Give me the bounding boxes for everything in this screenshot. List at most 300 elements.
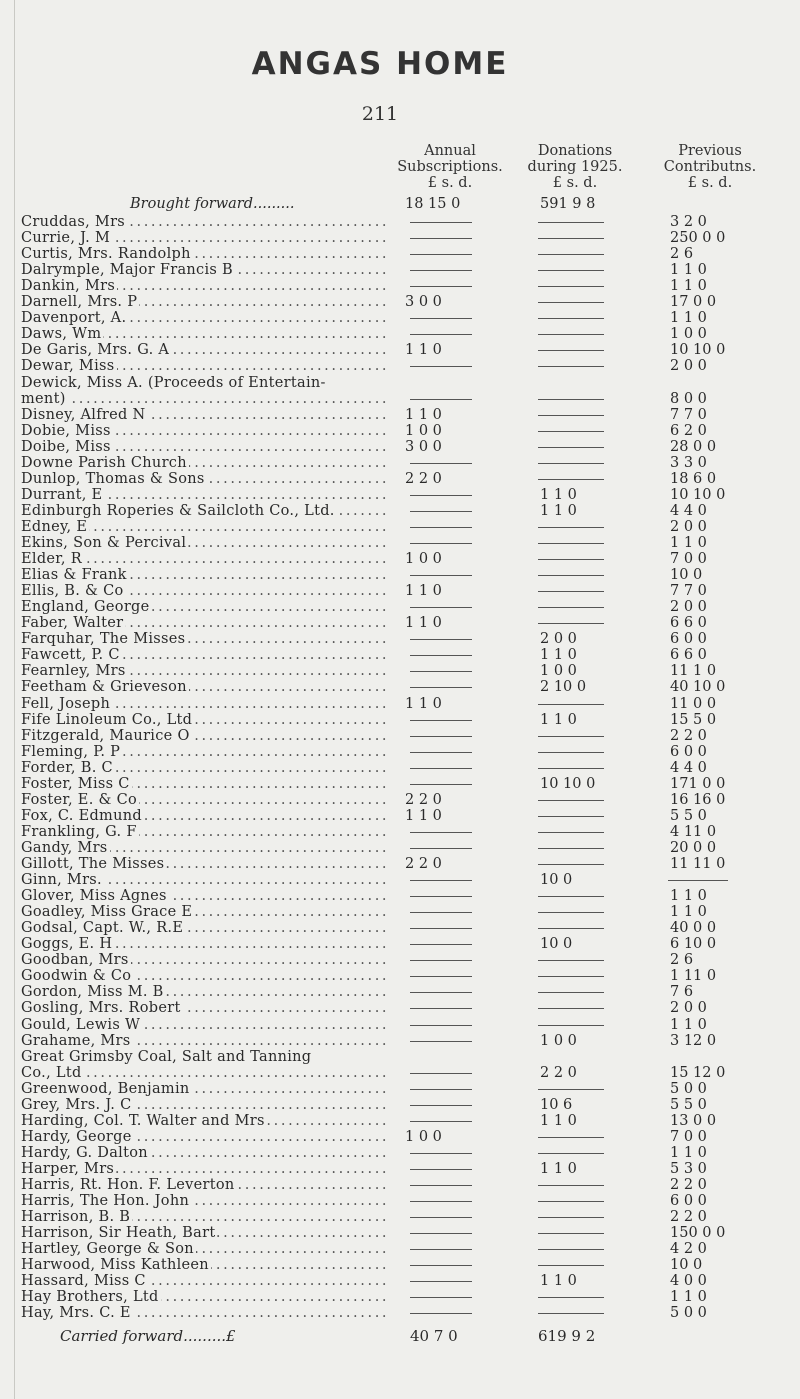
annual-amount: 1 0 0 bbox=[405, 1128, 442, 1145]
annual-blank-dash bbox=[410, 1297, 472, 1298]
contributor-name: Feetham & Grieveson . . . bbox=[21, 679, 387, 696]
table-row bbox=[0, 952, 800, 969]
donation-blank-dash bbox=[538, 350, 604, 351]
donation-blank-dash bbox=[538, 816, 604, 817]
previous-amount: 7 0 0 bbox=[670, 1128, 707, 1145]
donation-amount: 1 1 0 bbox=[540, 502, 577, 519]
contributor-name: Elias & Frank . . . bbox=[21, 567, 387, 584]
contributor-name: Hassard, Miss C . . . bbox=[21, 1273, 387, 1290]
annual-blank-dash bbox=[410, 639, 472, 640]
contributor-name: Harper, Mrs . . . bbox=[21, 1161, 387, 1178]
previous-amount: 11 0 0 bbox=[670, 695, 717, 712]
previous-amount: 1 1 0 bbox=[670, 1289, 707, 1306]
previous-blank-dash bbox=[668, 880, 728, 881]
donation-blank-dash bbox=[538, 575, 604, 576]
annual-amount: 1 1 0 bbox=[405, 807, 442, 824]
annual-blank-dash bbox=[410, 463, 472, 464]
contributor-name: Hardy, George . . . bbox=[21, 1129, 387, 1146]
annual-blank-dash bbox=[410, 1265, 472, 1266]
table-row bbox=[0, 407, 800, 424]
annual-amount: 2 2 0 bbox=[405, 470, 442, 487]
annual-blank-dash bbox=[410, 976, 472, 977]
annual-amount: 1 0 0 bbox=[405, 422, 442, 439]
contributor-name: Harris, The Hon. John . . . bbox=[21, 1193, 387, 1210]
previous-amount: 2 6 bbox=[670, 246, 694, 263]
previous-amount: 6 0 0 bbox=[670, 1193, 707, 1210]
contributor-name: Goodwin & Co . . . bbox=[21, 968, 387, 985]
donation-blank-dash bbox=[538, 334, 604, 335]
donation-amount: 1 1 0 bbox=[540, 1160, 577, 1177]
contributor-name: Hartley, George & Son . . . bbox=[21, 1241, 387, 1258]
contributor-name: Grahame, Mrs . . . bbox=[21, 1033, 387, 1050]
table-row bbox=[0, 679, 800, 696]
previous-amount: 5 5 0 bbox=[670, 1096, 707, 1113]
annual-blank-dash bbox=[410, 1073, 472, 1074]
table-row bbox=[0, 776, 800, 793]
contributor-name: Curtis, Mrs. Randolph . . . bbox=[21, 246, 387, 263]
contributor-name: Harris, Rt. Hon. F. Leverton . . . bbox=[21, 1177, 387, 1194]
donation-amount: 1 0 0 bbox=[540, 1032, 577, 1049]
annual-blank-dash bbox=[410, 655, 472, 656]
donation-blank-dash bbox=[538, 1233, 604, 1234]
table-row bbox=[0, 647, 800, 664]
annual-amount: 1 1 0 bbox=[405, 406, 442, 423]
table-row bbox=[0, 1017, 800, 1034]
contributor-name: Edney, E . . . bbox=[21, 519, 387, 536]
donation-blank-dash bbox=[538, 399, 604, 400]
table-row bbox=[0, 1145, 800, 1162]
table-row bbox=[0, 1081, 800, 1098]
donation-amount: 2 10 0 bbox=[540, 679, 587, 696]
donation-blank-dash bbox=[538, 431, 604, 432]
annual-blank-dash bbox=[410, 1105, 472, 1106]
contributor-name: Edinburgh Roperies & Sailcloth Co., Ltd. . . . bbox=[21, 503, 387, 520]
annual-blank-dash bbox=[410, 495, 472, 496]
table-row bbox=[0, 1241, 800, 1258]
previous-amount: 1 11 0 bbox=[670, 968, 717, 985]
donation-blank-dash bbox=[538, 302, 604, 303]
annual-blank-dash bbox=[410, 880, 472, 881]
donation-blank-dash bbox=[538, 928, 604, 929]
annual-blank-dash bbox=[410, 928, 472, 929]
donation-blank-dash bbox=[538, 222, 604, 223]
previous-amount: 28 0 0 bbox=[670, 438, 717, 455]
annual-amount: 1 1 0 bbox=[405, 342, 442, 359]
donation-blank-dash bbox=[538, 848, 604, 849]
contributor-name: Goodban, Mrs . . . bbox=[21, 952, 387, 969]
donation-blank-dash bbox=[538, 366, 604, 367]
contributor-name: England, George . . . bbox=[21, 599, 387, 616]
contributor-name: Foster, E. & Co . . . bbox=[21, 792, 387, 809]
donation-amount: 1 0 0 bbox=[540, 663, 577, 680]
donation-amount: 1 1 0 bbox=[540, 1112, 577, 1129]
previous-amount: 1 1 0 bbox=[670, 1016, 707, 1033]
contributor-name: Hardy, G. Dalton . . . bbox=[21, 1145, 387, 1162]
table-row bbox=[0, 391, 800, 408]
table-row bbox=[0, 326, 800, 343]
annual-blank-dash bbox=[410, 912, 472, 913]
table-row bbox=[0, 503, 800, 520]
previous-amount: 1 1 0 bbox=[670, 262, 707, 279]
previous-amount: 1 1 0 bbox=[670, 310, 707, 327]
table-row bbox=[0, 214, 800, 231]
table-row bbox=[0, 936, 800, 953]
table-row bbox=[0, 760, 800, 777]
annual-blank-dash bbox=[410, 527, 472, 528]
donation-blank-dash bbox=[538, 1313, 604, 1314]
annual-blank-dash bbox=[410, 1249, 472, 1250]
previous-amount: 6 0 0 bbox=[670, 631, 707, 648]
table-row bbox=[0, 1257, 800, 1274]
contributor-name: Dewar, Miss . . . bbox=[21, 358, 387, 375]
previous-amount: 2 0 0 bbox=[670, 599, 707, 616]
previous-amount: 3 12 0 bbox=[670, 1032, 717, 1049]
contributor-name: Goadley, Miss Grace E . . . bbox=[21, 904, 387, 921]
donation-blank-dash bbox=[538, 960, 604, 961]
contributor-name: ment) . . . bbox=[21, 391, 387, 408]
donation-blank-dash bbox=[538, 896, 604, 897]
table-row bbox=[0, 567, 800, 584]
donation-blank-dash bbox=[538, 238, 604, 239]
previous-amount: 4 0 0 bbox=[670, 1273, 707, 1290]
annual-blank-dash bbox=[410, 1313, 472, 1314]
donation-blank-dash bbox=[538, 976, 604, 977]
donation-blank-dash bbox=[538, 479, 604, 480]
previous-amount: 6 10 0 bbox=[670, 936, 717, 953]
donation-amount: 10 0 bbox=[540, 872, 573, 889]
table-row bbox=[0, 1193, 800, 1210]
donation-amount: 1 1 0 bbox=[540, 711, 577, 728]
donation-amount: 1 1 0 bbox=[540, 486, 577, 503]
previous-amount: 15 12 0 bbox=[670, 1064, 726, 1081]
previous-amount: 10 0 bbox=[670, 1257, 703, 1274]
previous-amount: 4 4 0 bbox=[670, 502, 707, 519]
table-row bbox=[0, 1129, 800, 1146]
previous-amount: 5 3 0 bbox=[670, 1160, 707, 1177]
contributor-name: Harwood, Miss Kathleen . . . bbox=[21, 1257, 387, 1274]
table-row bbox=[0, 1289, 800, 1306]
contributor-name: Dalrymple, Major Francis B . . . bbox=[21, 262, 387, 279]
donation-amount: 2 2 0 bbox=[540, 1064, 577, 1081]
contributor-name: Fife Linoleum Co., Ltd . . . bbox=[21, 712, 387, 729]
previous-amount: 2 2 0 bbox=[670, 1209, 707, 1226]
table-row bbox=[0, 615, 800, 632]
previous-amount: 171 0 0 bbox=[670, 775, 726, 792]
previous-amount: 5 0 0 bbox=[670, 1080, 707, 1097]
donation-blank-dash bbox=[538, 591, 604, 592]
carried-forward-annual: 40 7 0 bbox=[410, 1327, 458, 1345]
annual-blank-dash bbox=[410, 752, 472, 753]
carried-forward-label: Carried forward.........£ bbox=[60, 1327, 236, 1345]
annual-blank-dash bbox=[410, 1025, 472, 1026]
annual-amount: 1 1 0 bbox=[405, 583, 442, 600]
contributor-name: Downe Parish Church . . . bbox=[21, 455, 387, 472]
contributor-name: Greenwood, Benjamin . . . bbox=[21, 1081, 387, 1098]
contributor-name: Hay Brothers, Ltd . . . bbox=[21, 1289, 387, 1306]
contributor-name: Gould, Lewis W . . . bbox=[21, 1017, 387, 1034]
contributor-name: Dankin, Mrs . . . bbox=[21, 278, 387, 295]
previous-amount: 1 1 0 bbox=[670, 1144, 707, 1161]
donation-blank-dash bbox=[538, 912, 604, 913]
brought-forward-donation: 591 9 8 bbox=[540, 196, 596, 212]
previous-amount: 1 1 0 bbox=[670, 535, 707, 551]
donation-blank-dash bbox=[538, 1008, 604, 1009]
donation-amount: 2 0 0 bbox=[540, 631, 577, 648]
table-row bbox=[0, 423, 800, 440]
donation-blank-dash bbox=[538, 447, 604, 448]
table-row bbox=[0, 888, 800, 905]
table-row bbox=[0, 310, 800, 327]
annual-blank-dash bbox=[410, 1089, 472, 1090]
contributor-name: Cruddas, Mrs . . . bbox=[21, 214, 387, 231]
donation-blank-dash bbox=[538, 270, 604, 271]
table-row bbox=[0, 246, 800, 263]
column-header-donations: Donations during 1925. £ s. d. bbox=[527, 143, 623, 191]
annual-blank-dash bbox=[410, 511, 472, 512]
brought-forward-row bbox=[0, 196, 800, 213]
annual-blank-dash bbox=[410, 1121, 472, 1122]
donation-amount: 10 0 bbox=[540, 936, 573, 953]
annual-blank-dash bbox=[410, 399, 472, 400]
table-row bbox=[0, 1000, 800, 1017]
table-row bbox=[0, 455, 800, 472]
donation-blank-dash bbox=[538, 543, 604, 544]
previous-amount: 2 6 bbox=[670, 952, 694, 969]
contributor-name: Harding, Col. T. Walter and Mrs . . . bbox=[21, 1113, 387, 1130]
previous-amount: 6 6 0 bbox=[670, 647, 707, 664]
table-row bbox=[0, 792, 800, 809]
previous-amount: 13 0 0 bbox=[670, 1112, 717, 1129]
table-row bbox=[0, 1113, 800, 1130]
previous-amount: 15 5 0 bbox=[670, 711, 717, 728]
annual-blank-dash bbox=[410, 960, 472, 961]
table-row bbox=[0, 840, 800, 857]
donation-blank-dash bbox=[538, 559, 604, 560]
column-header-previous: Previous Contributns. £ s. d. bbox=[663, 143, 757, 191]
contributor-name: Harrison, Sir Heath, Bart . . . bbox=[21, 1225, 387, 1242]
contributor-name: Goggs, E. H . . . bbox=[21, 936, 387, 953]
contributor-name: Gillott, The Misses . . . bbox=[21, 856, 387, 873]
annual-blank-dash bbox=[410, 270, 472, 271]
previous-amount: 10 10 0 bbox=[670, 342, 726, 359]
table-row bbox=[0, 824, 800, 841]
contributor-name: Fearnley, Mrs . . . bbox=[21, 663, 387, 680]
table-row bbox=[0, 696, 800, 713]
donation-blank-dash bbox=[538, 736, 604, 737]
annual-blank-dash bbox=[410, 222, 472, 223]
contributor-name: Godsal, Capt. W., R.E . . . bbox=[21, 920, 387, 937]
table-row bbox=[0, 519, 800, 536]
donation-blank-dash bbox=[538, 1265, 604, 1266]
contributor-name: Ekins, Son & Percival . . . bbox=[21, 535, 387, 552]
contributor-name: Doibe, Miss . . . bbox=[21, 439, 387, 456]
annual-blank-dash bbox=[410, 366, 472, 367]
previous-amount: 11 1 0 bbox=[670, 663, 717, 680]
contributor-name: Farquhar, The Misses . . . bbox=[21, 631, 387, 648]
donation-amount: 10 6 bbox=[540, 1096, 573, 1113]
previous-amount: 20 0 0 bbox=[670, 839, 717, 856]
donation-blank-dash bbox=[538, 415, 604, 416]
table-row bbox=[0, 1225, 800, 1242]
donation-blank-dash bbox=[538, 623, 604, 624]
contributor-name: Daws, Wm . . . bbox=[21, 326, 387, 343]
contributor-name: Darnell, Mrs. P . . . bbox=[21, 294, 387, 311]
table-row bbox=[0, 920, 800, 937]
contributor-name: Hay, Mrs. C. E . . . bbox=[21, 1305, 387, 1322]
contributor-name: Dewick, Miss A. (Proceeds of Entertain- bbox=[21, 374, 326, 391]
annual-amount: 2 2 0 bbox=[405, 856, 442, 872]
donation-blank-dash bbox=[538, 800, 604, 801]
donation-blank-dash bbox=[538, 286, 604, 287]
donation-blank-dash bbox=[538, 1201, 604, 1202]
table-row bbox=[0, 631, 800, 648]
table-row bbox=[0, 663, 800, 680]
table-row bbox=[0, 904, 800, 921]
previous-amount: 7 7 0 bbox=[670, 583, 707, 600]
previous-amount: 2 2 0 bbox=[670, 727, 707, 744]
previous-amount: 8 0 0 bbox=[670, 390, 707, 407]
previous-amount: 1 1 0 bbox=[670, 278, 707, 295]
contributor-name: Harrison, B. B . . . bbox=[21, 1209, 387, 1226]
contributor-name: Fleming, P. P . . . bbox=[21, 744, 387, 761]
donation-amount: 1 1 0 bbox=[540, 1273, 577, 1290]
contributor-name: Fox, C. Edmund . . . bbox=[21, 808, 387, 825]
previous-amount: 7 7 0 bbox=[670, 406, 707, 423]
contributor-name: Co., Ltd . . . bbox=[21, 1065, 387, 1082]
contributor-name: De Garis, Mrs. G. A . . . bbox=[21, 342, 387, 359]
table-row bbox=[0, 342, 800, 359]
previous-amount: 2 2 0 bbox=[670, 1177, 707, 1193]
contributor-name: Davenport, A. . . . bbox=[21, 310, 387, 327]
annual-blank-dash bbox=[410, 1233, 472, 1234]
annual-blank-dash bbox=[410, 687, 472, 688]
contributor-name: Currie, J. M . . . bbox=[21, 230, 387, 247]
annual-amount: 1 1 0 bbox=[405, 615, 442, 632]
contributor-name: Dunlop, Thomas & Sons . . . bbox=[21, 471, 387, 488]
contributor-name: Gosling, Mrs. Robert . . . bbox=[21, 1000, 387, 1017]
table-row bbox=[0, 1209, 800, 1226]
previous-amount: 11 11 0 bbox=[670, 856, 726, 872]
annual-blank-dash bbox=[410, 334, 472, 335]
donation-blank-dash bbox=[538, 318, 604, 319]
annual-blank-dash bbox=[410, 1153, 472, 1154]
contributor-name: Fitzgerald, Maurice O . . . bbox=[21, 728, 387, 745]
previous-amount: 2 0 0 bbox=[670, 1000, 707, 1017]
donation-blank-dash bbox=[538, 752, 604, 753]
annual-blank-dash bbox=[410, 286, 472, 287]
contributor-name: Gandy, Mrs . . . bbox=[21, 840, 387, 857]
table-row bbox=[0, 375, 800, 392]
donation-blank-dash bbox=[538, 1153, 604, 1154]
annual-blank-dash bbox=[410, 832, 472, 833]
page-number: 211 bbox=[361, 103, 399, 125]
annual-blank-dash bbox=[410, 1281, 472, 1282]
table-row bbox=[0, 728, 800, 745]
contributor-name: Ginn, Mrs. . . . bbox=[21, 872, 387, 889]
previous-amount: 250 0 0 bbox=[670, 230, 726, 247]
previous-amount: 4 2 0 bbox=[670, 1241, 707, 1258]
previous-amount: 5 5 0 bbox=[670, 807, 707, 824]
annual-amount: 3 0 0 bbox=[405, 294, 442, 311]
donation-blank-dash bbox=[538, 1137, 604, 1138]
contributor-name: Faber, Walter . . . bbox=[21, 615, 387, 632]
annual-blank-dash bbox=[410, 992, 472, 993]
contributor-name: Glover, Miss Agnes . . . bbox=[21, 888, 387, 905]
previous-amount: 2 0 0 bbox=[670, 518, 707, 535]
donation-amount: 1 1 0 bbox=[540, 647, 577, 664]
previous-amount: 4 4 0 bbox=[670, 759, 707, 776]
table-row bbox=[0, 968, 800, 985]
previous-amount: 17 0 0 bbox=[670, 294, 717, 311]
contributor-name: Disney, Alfred N . . . bbox=[21, 407, 387, 424]
annual-blank-dash bbox=[410, 944, 472, 945]
donation-blank-dash bbox=[538, 1217, 604, 1218]
annual-amount: 3 0 0 bbox=[405, 438, 442, 455]
table-row bbox=[0, 278, 800, 295]
annual-amount: 2 2 0 bbox=[405, 791, 442, 808]
table-row bbox=[0, 744, 800, 761]
previous-amount: 150 0 0 bbox=[670, 1225, 726, 1242]
donation-blank-dash bbox=[538, 254, 604, 255]
previous-amount: 4 11 0 bbox=[670, 823, 717, 840]
table-row bbox=[0, 439, 800, 456]
brought-forward-label: Brought forward......... bbox=[130, 196, 295, 212]
annual-amount: 1 1 0 bbox=[405, 695, 442, 712]
table-row bbox=[0, 1177, 800, 1194]
contributor-name: Foster, Miss C . . . bbox=[21, 776, 387, 793]
donation-blank-dash bbox=[538, 864, 604, 865]
table-row bbox=[0, 856, 800, 873]
previous-amount: 1 1 0 bbox=[670, 904, 707, 921]
annual-blank-dash bbox=[410, 318, 472, 319]
table-row bbox=[0, 535, 800, 552]
donation-blank-dash bbox=[538, 1089, 604, 1090]
annual-blank-dash bbox=[410, 254, 472, 255]
annual-blank-dash bbox=[410, 1201, 472, 1202]
donation-blank-dash bbox=[538, 607, 604, 608]
table-row bbox=[0, 599, 800, 616]
contributor-name: Great Grimsby Coal, Salt and Tanning bbox=[21, 1048, 312, 1065]
previous-amount: 7 0 0 bbox=[670, 551, 707, 568]
donation-blank-dash bbox=[538, 463, 604, 464]
annual-amount: 1 0 0 bbox=[405, 551, 442, 568]
table-row bbox=[0, 1065, 800, 1082]
annual-blank-dash bbox=[410, 720, 472, 721]
table-row bbox=[0, 294, 800, 311]
table-row bbox=[0, 471, 800, 488]
donation-blank-dash bbox=[538, 768, 604, 769]
carried-forward-row bbox=[0, 1327, 800, 1347]
donation-blank-dash bbox=[538, 1025, 604, 1026]
annual-blank-dash bbox=[410, 1169, 472, 1170]
table-row bbox=[0, 551, 800, 568]
donation-blank-dash bbox=[538, 1249, 604, 1250]
column-header-annual: Annual Subscriptions. £ s. d. bbox=[397, 143, 503, 191]
previous-amount: 3 2 0 bbox=[670, 214, 707, 230]
table-row bbox=[0, 1033, 800, 1050]
contributor-name: Forder, B. C . . . bbox=[21, 760, 387, 777]
table-row bbox=[0, 358, 800, 375]
annual-blank-dash bbox=[410, 1185, 472, 1186]
table-row bbox=[0, 583, 800, 600]
annual-blank-dash bbox=[410, 543, 472, 544]
previous-amount: 16 16 0 bbox=[670, 791, 726, 808]
previous-amount: 1 1 0 bbox=[670, 888, 707, 905]
contributor-name: Durrant, E . . . bbox=[21, 487, 387, 504]
donation-blank-dash bbox=[538, 704, 604, 705]
previous-amount: 6 2 0 bbox=[670, 422, 707, 439]
annual-blank-dash bbox=[410, 896, 472, 897]
